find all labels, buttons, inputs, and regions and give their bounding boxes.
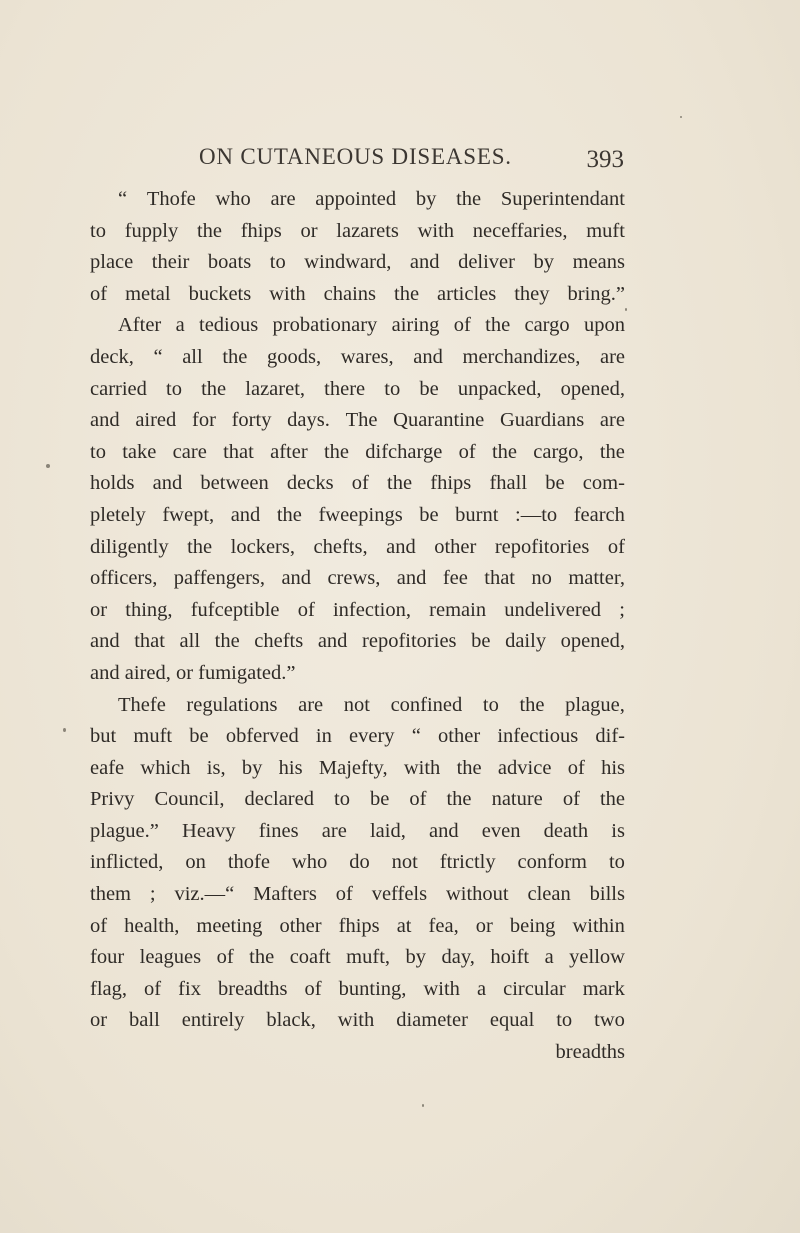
word: even <box>481 819 521 842</box>
word: fearch <box>573 503 625 526</box>
word: neceffaries, <box>472 219 568 242</box>
word: articles <box>437 282 497 305</box>
word: and <box>409 251 440 274</box>
word: be <box>471 630 491 653</box>
word: fines <box>258 819 299 842</box>
word: and <box>152 472 183 495</box>
word: goods, <box>266 345 322 368</box>
word: the <box>201 377 227 400</box>
word: matter, <box>568 567 625 590</box>
word: to <box>269 251 286 274</box>
word: the <box>519 693 545 716</box>
word: health, <box>124 914 180 937</box>
text-line <box>90 468 625 500</box>
text-line <box>90 532 625 564</box>
text-line <box>90 216 625 248</box>
word: the <box>446 788 472 811</box>
word: his <box>278 756 303 779</box>
word: crews, <box>327 567 381 590</box>
word: fupply <box>124 219 179 242</box>
word: and <box>230 503 261 526</box>
text-line <box>90 911 625 943</box>
word: “ <box>153 345 163 368</box>
word: pletely <box>90 503 146 526</box>
word: Council, <box>154 788 225 811</box>
word: breadths <box>218 977 288 1000</box>
word: but <box>90 725 117 748</box>
word: being <box>509 914 556 937</box>
word: on <box>185 851 206 874</box>
word: to <box>90 219 106 242</box>
word: or <box>90 598 108 621</box>
word: and <box>396 567 427 590</box>
word: of <box>351 472 369 495</box>
word: other <box>279 914 322 937</box>
word: veffels <box>371 883 428 906</box>
word: fix <box>178 977 201 1000</box>
word: every <box>349 725 395 748</box>
word: be <box>419 377 439 400</box>
word: forty <box>231 409 272 432</box>
word: aired <box>135 409 177 432</box>
word: fweepings <box>318 503 403 526</box>
text-line <box>90 847 625 879</box>
word: a <box>175 314 185 337</box>
text-line <box>90 595 625 627</box>
word: chefts <box>254 630 304 653</box>
word: and <box>413 345 443 368</box>
word: confined <box>390 693 463 716</box>
text-line <box>90 500 625 532</box>
word: advice <box>497 756 552 779</box>
word: four <box>90 946 125 969</box>
word: deck, <box>90 345 134 368</box>
text-line <box>90 753 625 785</box>
text-line <box>90 247 625 279</box>
word: the <box>456 188 482 210</box>
word: take <box>122 440 157 463</box>
word: days. <box>287 409 330 432</box>
word: or <box>300 219 318 242</box>
word: muft, <box>346 946 391 969</box>
word: of <box>409 788 427 811</box>
word: within <box>572 914 625 937</box>
text-line <box>90 310 625 342</box>
word: repofitories <box>494 535 590 558</box>
word: muft <box>133 725 173 748</box>
word: of <box>335 883 353 906</box>
word: the <box>485 314 511 337</box>
word: and <box>317 630 348 653</box>
word: are <box>298 693 324 716</box>
word: with <box>337 1009 375 1032</box>
word: coaft <box>289 946 331 969</box>
word: entirely <box>181 1009 245 1032</box>
word: meeting <box>196 914 263 937</box>
word: thing, <box>125 598 173 621</box>
text-line <box>90 374 625 406</box>
word: that <box>484 567 515 590</box>
word: lazaret, <box>245 377 306 400</box>
word: diligently <box>90 535 169 558</box>
word: of <box>297 598 315 621</box>
word: Mafters <box>253 883 317 906</box>
text-line <box>90 690 625 722</box>
word: not <box>343 693 370 716</box>
word: ; <box>149 883 156 906</box>
ink-speck <box>680 116 682 118</box>
text-line <box>90 279 625 311</box>
word: who <box>215 188 251 210</box>
word: with <box>417 219 455 242</box>
word: clean <box>527 883 571 906</box>
word: tedious <box>199 314 259 337</box>
word: Majefty, <box>318 756 388 779</box>
word: and <box>386 535 416 558</box>
word: lazarets <box>336 219 399 242</box>
running-head: ON CUTANEOUS DISEASES. <box>199 144 512 169</box>
word: chains <box>323 282 377 305</box>
word: the <box>387 472 413 495</box>
word: to <box>166 377 182 400</box>
word: black, <box>266 1009 316 1032</box>
text-line <box>90 563 625 595</box>
word: to <box>608 851 625 874</box>
word: the <box>196 219 222 242</box>
word: fhall <box>489 472 528 495</box>
word: inflicted, <box>90 851 164 874</box>
word: Thefe <box>118 693 166 716</box>
word: of <box>567 756 585 779</box>
word: of <box>562 788 580 811</box>
word: Superintendant <box>500 188 625 210</box>
word: plague, <box>565 693 625 716</box>
word: holds <box>90 472 135 495</box>
word: boats <box>207 251 252 274</box>
word: decks <box>286 472 334 495</box>
word: of <box>216 946 234 969</box>
ink-speck <box>422 1104 424 1107</box>
word: all <box>179 630 201 653</box>
text-line <box>90 816 625 848</box>
text-line <box>90 974 625 1006</box>
word: the <box>187 535 213 558</box>
word: with <box>403 756 441 779</box>
word: Privy <box>90 788 135 811</box>
word: by <box>533 251 555 274</box>
word: fhips <box>430 472 472 495</box>
word: of <box>90 914 108 937</box>
word: is, <box>206 756 226 779</box>
word: windward, <box>304 251 392 274</box>
word: a <box>544 946 554 969</box>
word: between <box>200 472 269 495</box>
word: fea, <box>428 914 459 937</box>
word: to <box>334 788 350 811</box>
word: yellow <box>569 946 625 969</box>
word: of <box>144 977 162 1000</box>
text-line <box>90 942 625 974</box>
word: lockers, <box>230 535 295 558</box>
word: is <box>611 819 625 842</box>
text-line <box>90 721 625 753</box>
word: of <box>458 440 476 463</box>
word: place <box>90 251 134 274</box>
word: buckets <box>188 282 252 305</box>
word: are <box>321 819 347 842</box>
word: who <box>291 851 328 874</box>
word: airing <box>391 314 440 337</box>
word: other <box>438 725 481 748</box>
word: eafe <box>90 756 125 779</box>
text-line <box>90 405 625 437</box>
word: opened, <box>560 377 625 400</box>
word: muft <box>586 219 625 242</box>
word: with <box>423 977 460 1000</box>
text-line <box>90 626 625 658</box>
word: viz.—“ <box>174 883 235 906</box>
word: probationary <box>272 314 378 337</box>
word: that <box>223 440 254 463</box>
word: his <box>601 756 625 779</box>
word: dif- <box>595 725 625 748</box>
word: bunting, <box>338 977 407 1000</box>
word: of <box>607 535 625 558</box>
word: ball <box>129 1009 160 1032</box>
text-line <box>90 184 625 216</box>
word: by <box>415 188 437 210</box>
word: Thofe <box>146 188 196 210</box>
word: thofe <box>227 851 270 874</box>
word: after <box>270 440 308 463</box>
word: fee <box>442 567 468 590</box>
word: diameter <box>396 1009 468 1032</box>
word: difcharge <box>365 440 443 463</box>
word: to <box>90 440 106 463</box>
word: Quarantine <box>393 409 485 432</box>
word: not <box>391 851 418 874</box>
word: com- <box>582 472 625 495</box>
word: which <box>140 756 191 779</box>
word: equal <box>489 1009 535 1032</box>
word: burnt <box>455 503 499 526</box>
word: do <box>349 851 370 874</box>
text-line <box>90 437 625 469</box>
word: a <box>476 977 487 1000</box>
word: fufceptible <box>190 598 280 621</box>
word: there <box>324 377 366 400</box>
word: fhips <box>338 914 380 937</box>
word: cargo, <box>533 440 584 463</box>
word: two <box>594 1009 625 1032</box>
word: paffengers, <box>173 567 266 590</box>
word: the <box>599 788 625 811</box>
word: declared <box>244 788 314 811</box>
word: without <box>445 883 509 906</box>
word: the <box>599 440 625 463</box>
word: hoift <box>490 946 530 969</box>
word: of <box>304 977 322 1000</box>
word: and <box>90 630 120 653</box>
word: repofitories <box>362 630 457 653</box>
word: infectious <box>497 725 579 748</box>
word: officers, <box>90 567 158 590</box>
word: bring.” <box>567 282 625 305</box>
word: be <box>419 503 439 526</box>
word: wares, <box>340 345 394 368</box>
word: appointed <box>315 188 397 210</box>
word: mark <box>582 977 625 1000</box>
word: care <box>172 440 207 463</box>
word: the <box>491 440 517 463</box>
text-line <box>90 784 625 816</box>
word: chefts, <box>313 535 368 558</box>
word: conform <box>517 851 587 874</box>
word: ; <box>619 598 625 621</box>
word: for <box>192 409 216 432</box>
word: undelivered <box>504 598 602 621</box>
word: opened, <box>560 630 625 653</box>
word: carried <box>90 377 147 400</box>
word: be <box>545 472 565 495</box>
word: nature <box>491 788 543 811</box>
word: them <box>90 883 131 906</box>
word: daily <box>505 630 547 653</box>
word: and <box>429 819 459 842</box>
text-line: and aired, or fumigated.” <box>90 661 296 684</box>
word: flag, <box>90 977 127 1000</box>
word: by <box>405 946 426 969</box>
word: no <box>531 567 552 590</box>
page-number: 393 <box>586 146 624 173</box>
page-header <box>199 144 624 180</box>
word: or <box>90 1009 108 1032</box>
word: are <box>270 188 296 210</box>
word: the <box>214 630 240 653</box>
word: metal <box>125 282 171 305</box>
text-line <box>90 1005 625 1037</box>
word: merchandizes, <box>462 345 581 368</box>
word: their <box>151 251 190 274</box>
word: Guardians <box>499 409 585 432</box>
word: The <box>345 409 378 432</box>
word: of <box>90 282 108 305</box>
word: the <box>456 756 482 779</box>
word: obferved <box>225 725 299 748</box>
ink-speck <box>46 464 50 468</box>
ink-speck <box>625 308 627 311</box>
word: laid, <box>369 819 406 842</box>
word: means <box>572 251 625 274</box>
word: ftrictly <box>439 851 496 874</box>
word: all <box>182 345 203 368</box>
word: are <box>599 345 625 368</box>
word: be <box>189 725 209 748</box>
word: plague.” <box>90 819 159 842</box>
word: and <box>90 409 120 432</box>
word: or <box>475 914 493 937</box>
word: fwept, <box>162 503 215 526</box>
word: that <box>134 630 165 653</box>
word: fhips <box>240 219 282 242</box>
word: to <box>556 1009 573 1032</box>
ink-speck <box>63 728 66 732</box>
word: be <box>369 788 390 811</box>
word: the <box>249 946 275 969</box>
word: After <box>118 314 162 337</box>
word: the <box>394 282 420 305</box>
word: of <box>453 314 471 337</box>
word: and <box>281 567 312 590</box>
word: Heavy <box>182 819 236 842</box>
word: unpacked, <box>457 377 542 400</box>
body-text <box>90 184 625 1069</box>
word: to <box>384 377 401 400</box>
word: death <box>543 819 589 842</box>
word: the <box>222 345 248 368</box>
word: the <box>276 503 302 526</box>
word: infection, <box>332 598 411 621</box>
word: at <box>396 914 412 937</box>
word: by <box>241 756 263 779</box>
word: circular <box>503 977 566 1000</box>
word: :—to <box>515 503 558 526</box>
word: with <box>269 282 306 305</box>
word: day, <box>441 946 475 969</box>
word: upon <box>583 314 625 337</box>
word: bills <box>589 883 625 906</box>
word: “ <box>118 188 128 210</box>
word: they <box>514 282 550 305</box>
word: remain <box>429 598 487 621</box>
word: the <box>323 440 349 463</box>
word: in <box>315 725 332 748</box>
catchword-line: breadths <box>555 1041 625 1064</box>
word: to <box>482 693 499 716</box>
text-line <box>90 342 625 374</box>
word: deliver <box>458 251 515 274</box>
word: are <box>599 409 625 432</box>
word: leagues <box>139 946 202 969</box>
word: regulations <box>186 693 278 716</box>
text-line <box>90 879 625 911</box>
word: “ <box>411 725 421 748</box>
word: other <box>434 535 477 558</box>
word: cargo <box>524 314 570 337</box>
